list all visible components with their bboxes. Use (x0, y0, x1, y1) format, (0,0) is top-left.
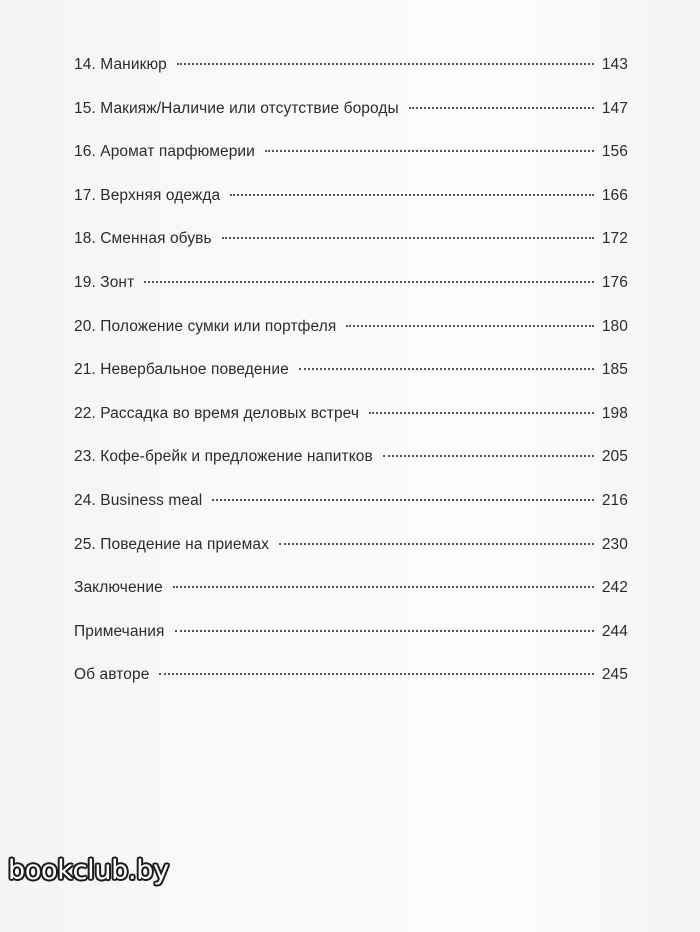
toc-entry-page: 205 (601, 448, 628, 466)
toc-entry-title: 23. Кофе-брейк и предложение напитков (74, 448, 373, 466)
toc-entry-title: 21. Невербальное поведение (74, 361, 289, 379)
toc-entry-title: 16. Аромат парфюмерии (74, 143, 255, 161)
toc-entry (74, 56, 628, 100)
toc-entry-page: 244 (601, 622, 628, 640)
toc-leader-dots (159, 673, 593, 675)
toc-leader-dots (173, 586, 594, 588)
toc-entry (74, 666, 628, 710)
toc-entry-title: 15. Макияж/Наличие или отсутствие бороды (74, 99, 399, 117)
toc-entry-title: 14. Маникюр (74, 56, 167, 73)
toc-entry (74, 361, 628, 405)
toc-entry-page: 245 (601, 666, 628, 684)
toc-entry-title: Об авторе (74, 666, 150, 684)
toc-leader-dots (369, 412, 594, 414)
toc-entry (74, 274, 628, 318)
toc-entry (74, 143, 628, 187)
toc-leader-dots (299, 368, 594, 370)
toc-entry-title: 19. Зонт (74, 273, 135, 291)
toc-entry (74, 100, 628, 144)
toc-entry-page: 147 (601, 99, 628, 117)
toc-entry-page: 176 (601, 273, 628, 291)
toc-leader-dots (409, 107, 594, 109)
toc-entry (74, 405, 628, 449)
toc-entry (74, 623, 628, 667)
toc-entry (74, 230, 628, 274)
toc-leader-dots (175, 630, 594, 632)
toc-entry-title: 22. Рассадка во время деловых встреч (74, 404, 360, 422)
toc-entry (74, 579, 628, 623)
toc-entry (74, 318, 628, 362)
toc-entry-title: Примечания (74, 622, 165, 640)
toc-entry-page: 198 (601, 404, 628, 422)
toc-entry-title: 18. Сменная обувь (74, 230, 212, 248)
toc-leader-dots (346, 325, 593, 327)
toc-leader-dots (383, 455, 594, 457)
toc-entry-title: Заключение (74, 579, 163, 597)
toc-entry-title: 17. Верхняя одежда (74, 186, 221, 204)
toc-entry-page: 156 (601, 143, 628, 161)
toc-leader-dots (177, 63, 594, 65)
toc-entry-page: 216 (601, 491, 628, 509)
toc-entry (74, 187, 628, 231)
toc-entry-title: 20. Положение сумки или портфеля (74, 317, 337, 335)
table-of-contents (74, 56, 628, 710)
toc-entry (74, 448, 628, 492)
toc-entry-page: 172 (601, 230, 628, 248)
toc-entry-page: 166 (601, 186, 628, 204)
toc-leader-dots (279, 543, 594, 545)
toc-entry (74, 492, 628, 536)
toc-leader-dots (222, 237, 594, 239)
toc-entry (74, 536, 628, 580)
toc-entry-page: 185 (601, 361, 628, 379)
toc-entry-page: 242 (601, 579, 628, 597)
toc-leader-dots (212, 499, 593, 501)
toc-entry-title: 24. Business meal (74, 491, 203, 509)
toc-leader-dots (144, 281, 594, 283)
site-watermark: bookclub.by (8, 855, 169, 886)
toc-entry-page: 180 (601, 317, 628, 335)
toc-entry-page: 143 (601, 56, 628, 73)
toc-leader-dots (265, 150, 594, 152)
toc-leader-dots (230, 194, 594, 196)
toc-entry-title: 25. Поведение на приемах (74, 535, 269, 553)
toc-entry-page: 230 (601, 535, 628, 553)
